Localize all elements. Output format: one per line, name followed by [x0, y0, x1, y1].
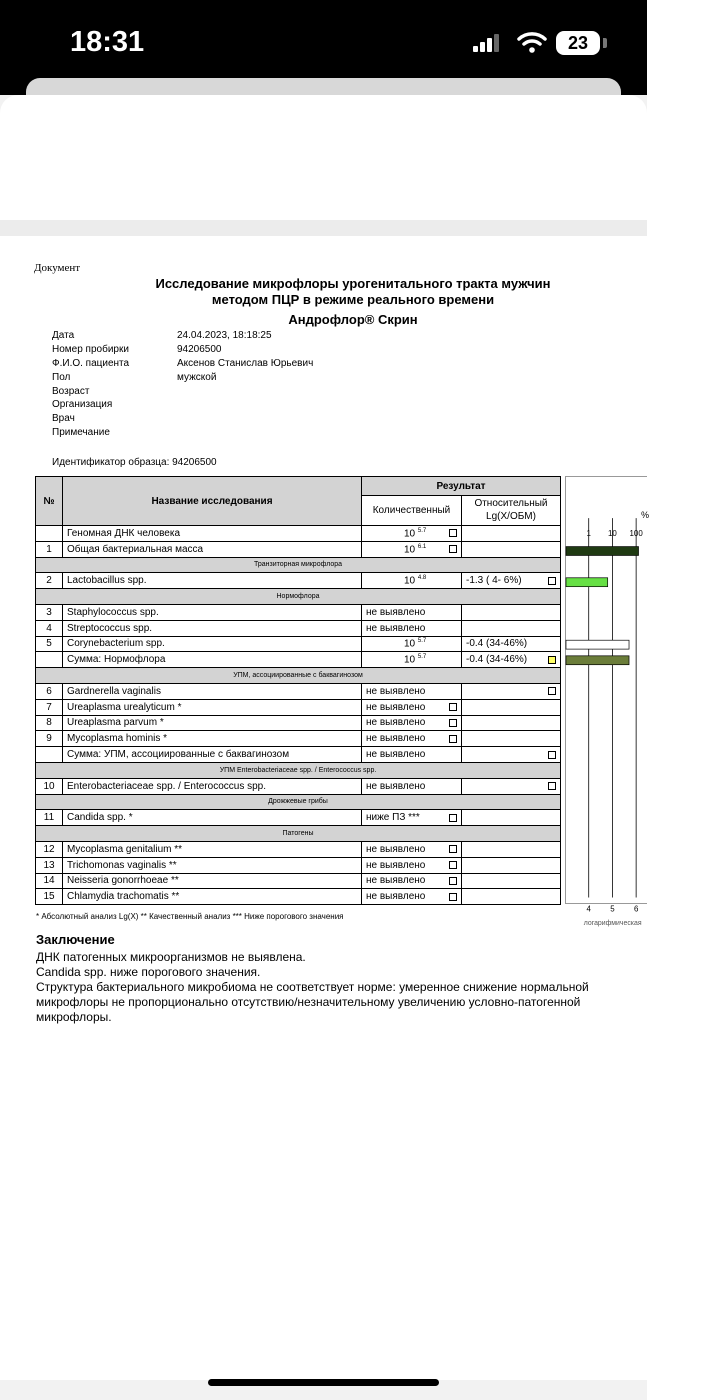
quantitative-value: не выявлено [366, 891, 426, 903]
relative-cell [462, 889, 561, 905]
results-table [35, 476, 561, 905]
table-row [36, 636, 561, 652]
quantitative-value: не выявлено [366, 606, 426, 618]
checkbox-icon [548, 782, 556, 790]
quantitative-cell [362, 778, 462, 794]
conclusion-line: Структура бактериального микробиома не соответствует норме: умеренное снижение нормальной [36, 980, 589, 994]
quantitative-value: не выявлено [366, 733, 426, 745]
test-name: Staphylococcus spp. [63, 604, 362, 620]
top-tick-label: 10 [608, 528, 617, 538]
document-caption: Документ [34, 262, 81, 274]
table-row [36, 699, 561, 715]
quantitative-value: ниже ПЗ *** [366, 812, 420, 824]
quantitative-value: не выявлено [366, 701, 426, 713]
info-label-doctor: Врач [52, 413, 75, 424]
quantitative-wrap [366, 812, 457, 823]
row-number: 6 [36, 683, 63, 699]
conclusion-line: ДНК патогенных микроорганизмов не выявлена. [36, 950, 306, 964]
info-label-date: Дата [52, 330, 75, 341]
quantitative-cell [362, 889, 462, 905]
checkbox-icon [449, 529, 457, 537]
quantitative-cell [362, 731, 462, 747]
test-kit-name: Андрофлор® Скрин [288, 312, 418, 327]
value-exponent: 5.7 [417, 527, 427, 534]
row-number: 11 [36, 810, 63, 826]
relative-cell [462, 699, 561, 715]
info-label-organization: Организация [52, 399, 113, 410]
group-label: Транзиторная микрофлора [36, 557, 561, 573]
relative-cell [462, 778, 561, 794]
test-name: Neisseria gonorrhoeae ** [63, 873, 362, 889]
test-name: Сумма: УПМ, ассоциированные с баквагинозом [63, 747, 362, 763]
checkbox-icon [548, 751, 556, 759]
info-label-note: Примечание [52, 427, 110, 438]
value-base: 10 [404, 543, 416, 555]
table-row [36, 731, 561, 747]
column-header-name: Название исследования [63, 477, 362, 526]
info-label-tube: Номер пробирки [52, 344, 129, 355]
row-number: 13 [36, 857, 63, 873]
top-tick-label: 100 [629, 528, 643, 538]
footnotes: * Абсолютный анализ Lg(X) ** Качественный анализ *** Ниже порогового значения [36, 912, 344, 921]
table-row [36, 889, 561, 905]
info-value-date: 24.04.2023, 18:18:25 [177, 330, 272, 341]
quantitative-wrap [366, 749, 457, 760]
quantitative-cell [362, 636, 462, 652]
column-header-number: № [36, 477, 63, 526]
top-axis-unit: % [641, 510, 649, 521]
document-page [0, 236, 647, 1380]
bar-7 [566, 640, 629, 649]
quantitative-wrap [366, 638, 457, 649]
quantitative-wrap [366, 891, 457, 902]
document-title: Исследование микрофлоры урогенитального тракта мужчин [155, 276, 551, 291]
quantitative-value: не выявлено [366, 749, 426, 761]
relative-cell [462, 526, 561, 542]
quantitative-wrap [366, 844, 457, 855]
quantitative-wrap [366, 528, 457, 539]
group-label: Дрожжевые грибы [36, 794, 561, 810]
quantitative-wrap [366, 686, 457, 697]
table-header-row [36, 477, 561, 496]
relative-wrap [466, 687, 556, 695]
table-row [36, 873, 561, 889]
info-value-tube: 94206500 [177, 344, 222, 355]
relative-cell [462, 683, 561, 699]
row-number: 14 [36, 873, 63, 889]
test-name: Ureaplasma urealyticum * [63, 699, 362, 715]
table-row [36, 841, 561, 857]
quantitative-value [366, 638, 457, 649]
checkbox-icon [449, 719, 457, 727]
group-header-row [36, 762, 561, 778]
quantitative-cell [362, 747, 462, 763]
value-base: 10 [404, 638, 416, 650]
row-number: 12 [36, 841, 63, 857]
test-name: Enterobacteriaceae spp. / Enterococcus spp. [63, 778, 362, 794]
quantitative-cell [362, 573, 462, 589]
quantitative-value: не выявлено [366, 843, 426, 855]
column-header-quantitative: Количественный [362, 496, 462, 526]
relative-wrap [466, 751, 556, 759]
checkbox-icon [548, 577, 556, 585]
log-bar-chart [565, 476, 649, 928]
value-base: 10 [404, 528, 416, 540]
quantitative-wrap [366, 623, 457, 634]
relative-header-line2: Lg(X/ОБМ) [486, 510, 536, 522]
table-row [36, 652, 561, 668]
quantitative-value [366, 575, 457, 586]
relative-header-line1: Относительный [474, 498, 548, 509]
conclusion-line: микрофлоры не пропорционально отсутствию/незначительному увеличению условно-патогенной [36, 995, 581, 1009]
quantitative-wrap [366, 607, 457, 618]
info-label-sex: Пол [52, 372, 71, 383]
relative-cell [462, 731, 561, 747]
modal-sheet [0, 95, 647, 220]
column-header-result: Результат [362, 477, 561, 496]
row-number [36, 652, 63, 668]
quantitative-wrap [366, 575, 457, 586]
table-row [36, 604, 561, 620]
quantitative-cell [362, 652, 462, 668]
quantitative-value: не выявлено [366, 717, 426, 729]
relative-cell [462, 810, 561, 826]
quantitative-cell [362, 810, 462, 826]
table-body [36, 526, 561, 905]
row-number: 2 [36, 573, 63, 589]
test-name: Mycoplasma genitalium ** [63, 841, 362, 857]
row-number: 1 [36, 541, 63, 557]
relative-wrap [466, 782, 556, 790]
group-label: УПМ Enterobacteriaceae spp. / Enterococcus spp. [36, 762, 561, 778]
test-name: Trichomonas vaginalis ** [63, 857, 362, 873]
checkbox-icon [449, 814, 457, 822]
quantitative-value [366, 528, 449, 539]
top-tick-label: 1 [586, 528, 591, 538]
test-name: Сумма: Нормофлора [63, 652, 362, 668]
quantitative-wrap [366, 875, 457, 886]
relative-wrap [466, 654, 556, 665]
conclusion-title: Заключение [36, 932, 115, 947]
quantitative-value: не выявлено [366, 622, 426, 634]
relative-cell [462, 652, 561, 668]
bar-3 [566, 578, 608, 587]
relative-cell [462, 604, 561, 620]
bottom-tick-label: 6 [633, 904, 639, 914]
relative-value: -0.4 (34-46%) [466, 654, 528, 666]
quantitative-value [366, 544, 449, 555]
relative-cell [462, 573, 561, 589]
bottom-axis-label: логарифмическая [583, 920, 642, 928]
battery-icon: 23 [556, 31, 600, 55]
info-label-patient: Ф.И.О. пациента [52, 358, 130, 369]
value-exponent: 5.7 [417, 638, 427, 645]
relative-wrap [466, 638, 556, 649]
table-row [36, 683, 561, 699]
quantitative-cell [362, 604, 462, 620]
quantitative-cell [362, 620, 462, 636]
quantitative-wrap [366, 654, 457, 665]
table-row [36, 747, 561, 763]
checkbox-icon [548, 687, 556, 695]
checkbox-icon [449, 735, 457, 743]
conclusion-line: Candida spp. ниже порогового значения. [36, 965, 261, 979]
quantitative-value: не выявлено [366, 780, 426, 792]
relative-cell [462, 873, 561, 889]
table-row [36, 857, 561, 873]
quantitative-wrap [366, 860, 457, 871]
table-row [36, 526, 561, 542]
test-name: Общая бактериальная масса [63, 541, 362, 557]
checkbox-icon [449, 545, 457, 553]
table-row [36, 620, 561, 636]
group-label: Нормофлора [36, 589, 561, 605]
test-name: Corynebacterium spp. [63, 636, 362, 652]
sheet-divider [0, 220, 647, 236]
quantitative-value: не выявлено [366, 685, 426, 697]
status-time: 18:31 [70, 26, 145, 58]
quantitative-wrap [366, 544, 457, 555]
relative-value: -0.4 (34-46%) [466, 638, 528, 650]
cellular-signal-icon [473, 34, 499, 52]
info-label-age: Возраст [52, 386, 90, 397]
quantitative-wrap [366, 733, 457, 744]
table-row [36, 715, 561, 731]
group-label: Патогены [36, 826, 561, 842]
value-exponent: 5.7 [417, 654, 427, 661]
battery-nub [603, 38, 607, 48]
quantitative-value: не выявлено [366, 859, 426, 871]
test-name: Геномная ДНК человека [63, 526, 362, 542]
relative-cell [462, 841, 561, 857]
test-name: Mycoplasma hominis * [63, 731, 362, 747]
document-subtitle: методом ПЦР в режиме реального времени [211, 292, 495, 307]
row-number: 10 [36, 778, 63, 794]
status-flag-icon [548, 656, 556, 664]
test-name: Ureaplasma parvum * [63, 715, 362, 731]
value-exponent: 4.8 [417, 575, 427, 582]
column-header-relative [462, 496, 561, 526]
checkbox-icon [449, 877, 457, 885]
quantitative-wrap [366, 702, 457, 713]
wifi-icon [517, 31, 547, 53]
row-number: 4 [36, 620, 63, 636]
value-base: 10 [404, 575, 416, 587]
bottom-tick-label: 4 [586, 904, 591, 914]
home-indicator[interactable] [208, 1379, 439, 1386]
relative-wrap [466, 575, 556, 586]
relative-value: -1.3 ( 4- 6%) [466, 575, 522, 587]
group-header-row [36, 794, 561, 810]
checkbox-icon [449, 861, 457, 869]
value-base: 10 [404, 654, 416, 666]
table-row [36, 810, 561, 826]
group-header-row [36, 589, 561, 605]
quantitative-cell [362, 541, 462, 557]
quantitative-cell [362, 715, 462, 731]
row-number [36, 526, 63, 542]
bar-1 [566, 547, 639, 556]
quantitative-cell [362, 526, 462, 542]
row-number [36, 747, 63, 763]
quantitative-cell [362, 683, 462, 699]
table-row [36, 541, 561, 557]
bottom-tick-label: 5 [610, 904, 615, 914]
checkbox-icon [449, 893, 457, 901]
quantitative-wrap [366, 781, 457, 792]
relative-cell [462, 857, 561, 873]
group-label: УПМ, ассоциированные с баквагинозом [36, 668, 561, 684]
row-number: 7 [36, 699, 63, 715]
relative-cell [462, 636, 561, 652]
quantitative-cell [362, 841, 462, 857]
quantitative-value [366, 654, 457, 665]
row-number: 9 [36, 731, 63, 747]
test-name: Lactobacillus spp. [63, 573, 362, 589]
checkbox-icon [449, 703, 457, 711]
test-name: Streptococcus spp. [63, 620, 362, 636]
test-name: Gardnerella vaginalis [63, 683, 362, 699]
value-exponent: 6.1 [417, 543, 427, 550]
test-name: Chlamydia trachomatis ** [63, 889, 362, 905]
group-header-row [36, 668, 561, 684]
row-number: 15 [36, 889, 63, 905]
checkbox-icon [449, 845, 457, 853]
quantitative-wrap [366, 717, 457, 728]
quantitative-cell [362, 857, 462, 873]
bar-8 [566, 656, 629, 665]
row-number: 8 [36, 715, 63, 731]
row-number: 5 [36, 636, 63, 652]
info-value-sex: мужской [177, 372, 217, 383]
conclusion-line: микрофлоры. [36, 1010, 112, 1024]
table-row [36, 778, 561, 794]
test-name: Candida spp. * [63, 810, 362, 826]
quantitative-cell [362, 873, 462, 889]
relative-cell [462, 747, 561, 763]
group-header-row [36, 557, 561, 573]
info-value-patient: Аксенов Станислав Юрьевич [177, 358, 314, 369]
table-row [36, 573, 561, 589]
relative-cell [462, 620, 561, 636]
quantitative-value: не выявлено [366, 875, 426, 887]
relative-cell [462, 715, 561, 731]
quantitative-cell [362, 699, 462, 715]
relative-cell [462, 541, 561, 557]
row-number: 3 [36, 604, 63, 620]
sample-identifier: Идентификатор образца: 94206500 [52, 457, 217, 468]
group-header-row [36, 826, 561, 842]
